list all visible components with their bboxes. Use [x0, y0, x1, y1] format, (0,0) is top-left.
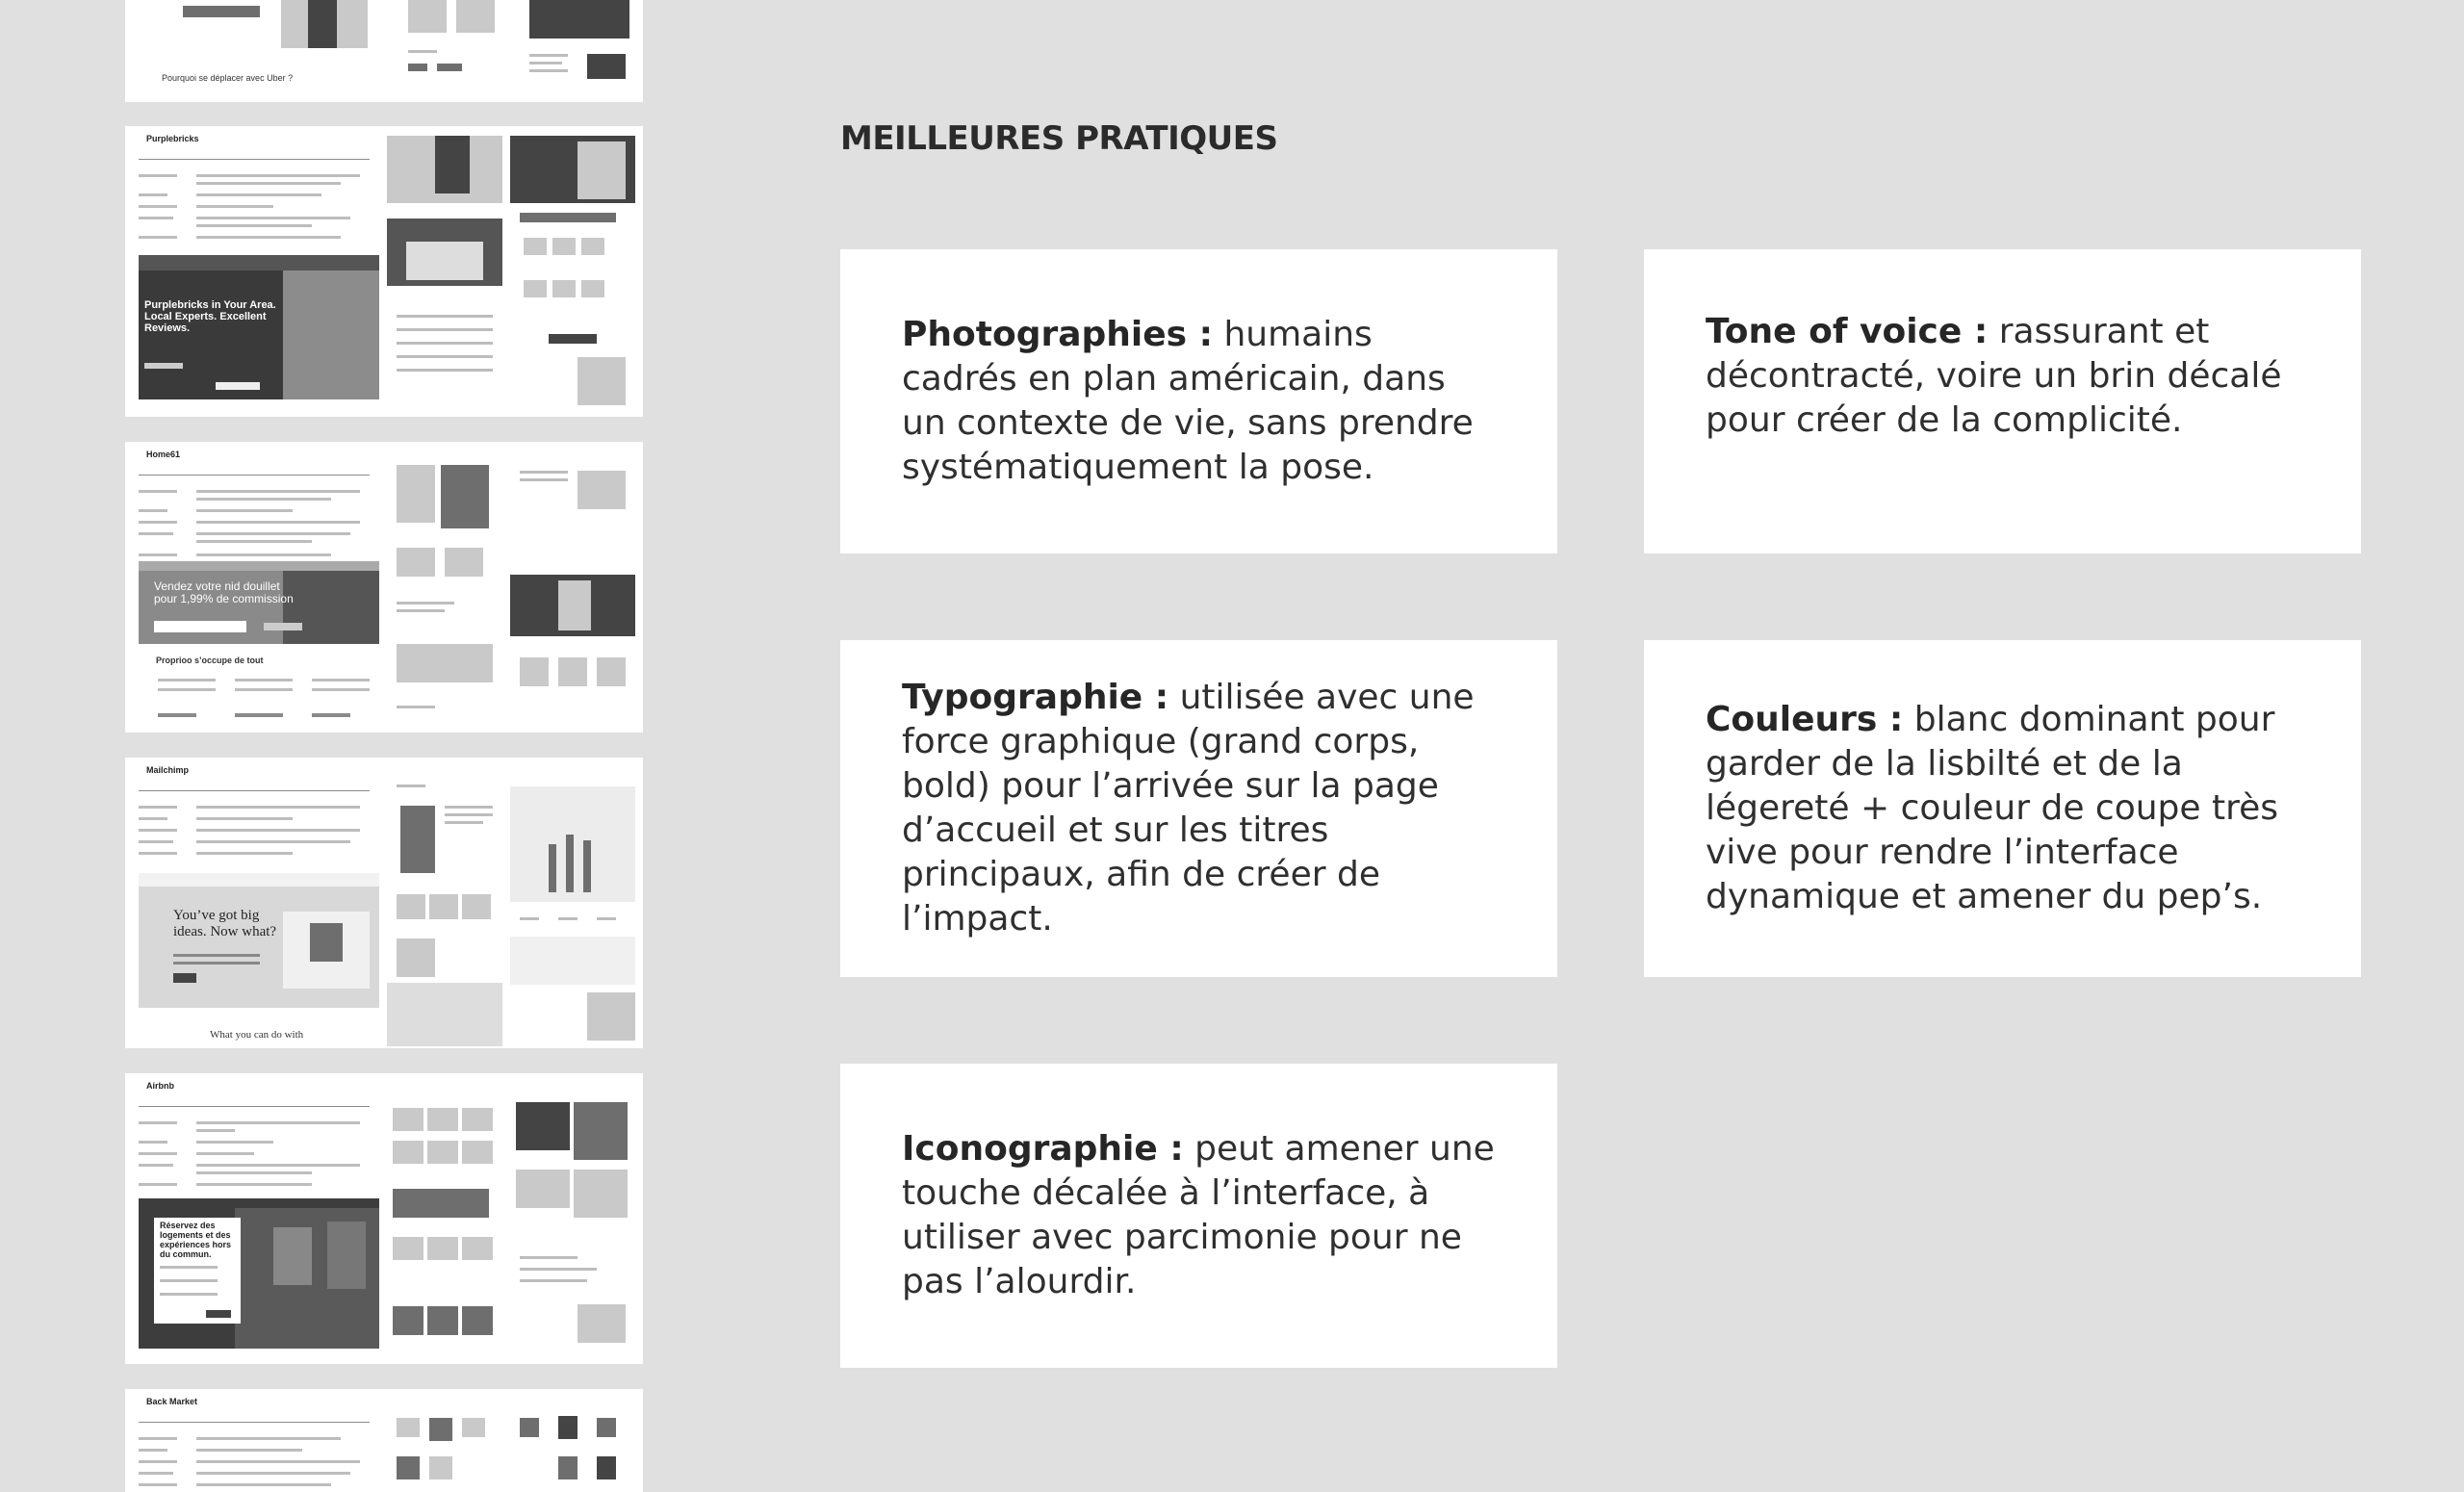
thumb-caption: Proprioo s’occupe de tout	[156, 656, 264, 665]
practice-card-photographies	[840, 249, 1557, 553]
practice-term: Photographies :	[902, 315, 1214, 354]
thumb-spec-table	[139, 1094, 379, 1195]
practice-text	[902, 676, 1496, 941]
thumb-caption: What you can do with	[210, 1029, 304, 1041]
benchmark-thumbnail-purplebricks[interactable]	[125, 126, 643, 417]
thumb-site-name: Home61	[146, 450, 181, 459]
thumb-site-name: Purplebricks	[146, 134, 199, 143]
thumb-page-middle	[398, 0, 514, 102]
benchmark-thumbnail-mailchimp[interactable]	[125, 758, 643, 1048]
thumb-hero	[139, 873, 379, 1008]
thumb-page-left	[146, 0, 397, 62]
thumb-site-name: Mailchimp	[146, 765, 190, 775]
practice-card-couleurs	[1644, 640, 2361, 977]
thumb-hero-text: You’ve got big ideas. Now what?	[173, 908, 277, 939]
thumb-page-middle	[387, 136, 502, 415]
practice-text	[902, 1127, 1496, 1304]
thumb-site-name: Back Market	[146, 1397, 198, 1406]
practice-term: Tone of voice :	[1706, 312, 1989, 351]
practice-card-typographie	[840, 640, 1557, 977]
thumb-page-middle	[387, 1083, 502, 1362]
thumb-spec-table	[139, 779, 379, 871]
thumb-page-right	[510, 1399, 635, 1492]
practice-description: peut amener une touche décalée à l’interface, à utiliser avec parcimonie pour ne pas l’alourdir.	[902, 1129, 1495, 1301]
thumb-hero-text: Purplebricks in Your Area. Local Experts. Excellent Reviews.	[144, 299, 276, 335]
practice-text	[1706, 698, 2299, 919]
benchmark-thumbnail-backmarket[interactable]	[125, 1389, 643, 1492]
benchmark-thumbnail-home61[interactable]	[125, 442, 643, 733]
practice-card-tone-of-voice	[1644, 249, 2361, 553]
thumb-hero	[139, 561, 379, 644]
thumb-spec-table	[139, 147, 379, 255]
thumb-page-right	[520, 0, 635, 102]
thumb-caption: Pourquoi se déplacer avec Uber ?	[162, 73, 294, 83]
thumb-page-middle	[387, 767, 502, 1046]
thumb-page-middle	[387, 1399, 502, 1492]
thumb-stats	[139, 669, 379, 731]
practice-description: blanc dominant pour garder de la lisbilté et de la légereté + couleur de coupe très vive pour rendre l’interface dynamique et amener du pep’s.	[1706, 700, 2279, 916]
thumb-hero	[139, 255, 379, 399]
practice-term: Typographie :	[902, 678, 1169, 717]
thumb-hero-text: Réservez des logements et des expériences hors du commun.	[160, 1221, 232, 1259]
thumb-page-right	[510, 136, 635, 415]
practice-description: humains cadrés en plan américain, dans un contexte de vie, sans prendre systématiquement la pose.	[902, 315, 1474, 487]
thumb-site-name: Airbnb	[146, 1081, 174, 1091]
benchmark-thumbnail-uber[interactable]	[125, 0, 643, 102]
thumb-hero-text: Vendez votre nid douillet pour 1,99% de commission	[154, 579, 294, 606]
thumb-page-right	[510, 767, 635, 1046]
practice-text	[902, 313, 1496, 490]
benchmark-thumbnail-airbnb[interactable]	[125, 1073, 643, 1364]
practice-description: utilisée avec une force graphique (grand corps, bold) pour l’arrivée sur la page d’accueil et sur les titres principaux, afin de créer de l’impact.	[902, 678, 1475, 939]
section-title: MEILLEURES PRATIQUES	[840, 119, 1278, 158]
thumb-spec-table	[139, 1410, 379, 1492]
thumb-hero	[139, 1198, 379, 1349]
practice-text	[1706, 310, 2299, 443]
thumb-spec-table	[139, 463, 379, 569]
practice-card-iconographie	[840, 1064, 1557, 1368]
practice-description: rassurant et décontracté, voire un brin décalé pour créer de la complicité.	[1706, 312, 2282, 440]
practice-term: Couleurs :	[1706, 700, 1904, 739]
thumb-page-right	[510, 451, 635, 731]
thumb-page-right	[510, 1083, 635, 1362]
practice-term: Iconographie :	[902, 1129, 1184, 1169]
thumb-page-middle	[387, 451, 502, 731]
